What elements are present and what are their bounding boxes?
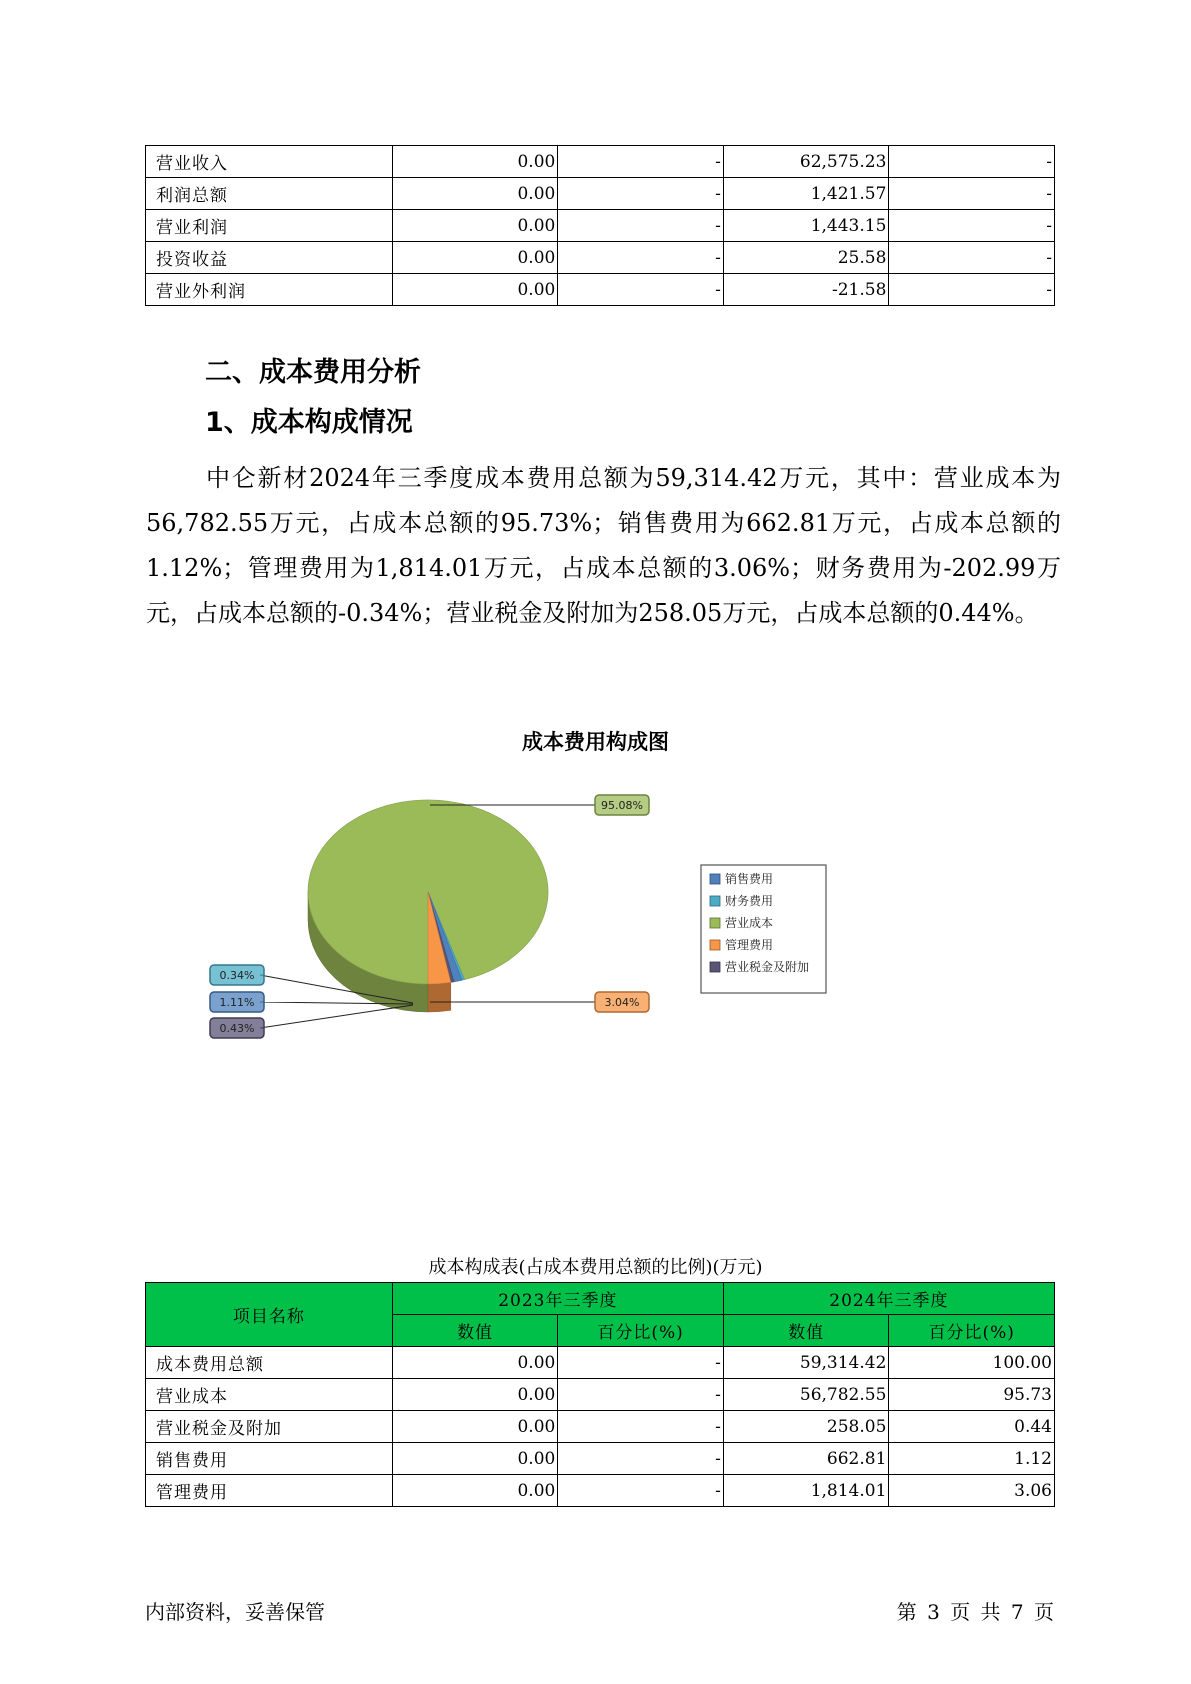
row-name: 营业成本 bbox=[146, 1379, 393, 1411]
legend-swatch bbox=[710, 940, 720, 950]
value-2023: 0.00 bbox=[392, 242, 558, 274]
row-name: 利润总额 bbox=[146, 178, 393, 210]
pct-2023: - bbox=[558, 1347, 724, 1379]
row-name: 营业税金及附加 bbox=[146, 1411, 393, 1443]
value-2024: 1,814.01 bbox=[723, 1475, 889, 1507]
legend-swatch bbox=[710, 874, 720, 884]
pct-2024: - bbox=[889, 274, 1055, 306]
pct-2024: - bbox=[889, 242, 1055, 274]
pct-2023: - bbox=[558, 274, 724, 306]
row-name: 投资收益 bbox=[146, 242, 393, 274]
table-caption: 成本构成表(占成本费用总额的比例)(万元) bbox=[428, 1257, 763, 1278]
legend-entry: 管理费用 bbox=[725, 938, 774, 952]
data-label: 95.08% bbox=[601, 799, 643, 812]
value-2024: 258.05 bbox=[723, 1411, 889, 1443]
table-row bbox=[146, 1379, 1055, 1411]
pct-2023: - bbox=[558, 210, 724, 242]
row-name: 营业收入 bbox=[146, 146, 393, 178]
cost-table bbox=[145, 1282, 1055, 1507]
value-2024: -21.58 bbox=[723, 274, 889, 306]
section-heading: 二、成本费用分析 bbox=[205, 357, 421, 388]
subheader-value-2024: 数值 bbox=[723, 1315, 889, 1347]
value-2024: 62,575.23 bbox=[723, 146, 889, 178]
value-2023: 0.00 bbox=[392, 210, 558, 242]
legend-swatch bbox=[710, 918, 720, 928]
table-row bbox=[146, 1443, 1055, 1475]
table-row bbox=[146, 1475, 1055, 1507]
chart-title: 成本费用构成图 bbox=[522, 730, 669, 754]
pct-2023: - bbox=[558, 242, 724, 274]
value-2024: 56,782.55 bbox=[723, 1379, 889, 1411]
header-2023: 2023年三季度 bbox=[392, 1283, 723, 1315]
table-row bbox=[146, 1347, 1055, 1379]
chart-legend bbox=[701, 865, 826, 993]
value-2023: 0.00 bbox=[392, 1443, 558, 1475]
pct-2023: - bbox=[558, 146, 724, 178]
value-2023: 0.00 bbox=[392, 178, 558, 210]
value-2024: 59,314.42 bbox=[723, 1347, 889, 1379]
data-label: 3.04% bbox=[604, 996, 640, 1009]
value-2024: 1,421.57 bbox=[723, 178, 889, 210]
pie-slice-side bbox=[428, 982, 451, 1012]
row-name: 管理费用 bbox=[146, 1475, 393, 1507]
header-item: 项目名称 bbox=[146, 1283, 393, 1347]
pct-2024: 95.73 bbox=[889, 1379, 1055, 1411]
pct-2024: - bbox=[889, 178, 1055, 210]
row-name: 销售费用 bbox=[146, 1443, 393, 1475]
legend-entry: 营业成本 bbox=[725, 916, 774, 930]
value-2024: 25.58 bbox=[723, 242, 889, 274]
pct-2024: 100.00 bbox=[889, 1347, 1055, 1379]
data-label: 0.43% bbox=[219, 1022, 255, 1035]
pct-2024: - bbox=[889, 210, 1055, 242]
footer-confidential: 内部资料，妥善保管 bbox=[145, 1600, 325, 1624]
sub-heading: 1、成本构成情况 bbox=[205, 407, 413, 438]
pct-2023: - bbox=[558, 1411, 724, 1443]
pct-2024: 0.44 bbox=[889, 1411, 1055, 1443]
legend-entry: 销售费用 bbox=[725, 872, 774, 886]
pie-slices bbox=[308, 800, 548, 1012]
value-2023: 0.00 bbox=[392, 1475, 558, 1507]
data-label: 1.11% bbox=[219, 996, 255, 1009]
row-name: 营业利润 bbox=[146, 210, 393, 242]
data-label: 0.34% bbox=[219, 969, 255, 982]
legend-swatch bbox=[710, 962, 720, 972]
value-2024: 1,443.15 bbox=[723, 210, 889, 242]
value-2024: 662.81 bbox=[723, 1443, 889, 1475]
pct-2024: - bbox=[889, 146, 1055, 178]
value-2023: 0.00 bbox=[392, 1379, 558, 1411]
leader-line bbox=[260, 1005, 413, 1028]
table-row bbox=[146, 1411, 1055, 1443]
row-name: 成本费用总额 bbox=[146, 1347, 393, 1379]
subheader-pct-2023: 百分比(%) bbox=[558, 1315, 724, 1347]
value-2023: 0.00 bbox=[392, 146, 558, 178]
subheader-pct-2024: 百分比(%) bbox=[889, 1315, 1055, 1347]
value-2023: 0.00 bbox=[392, 274, 558, 306]
pct-2024: 1.12 bbox=[889, 1443, 1055, 1475]
pct-2023: - bbox=[558, 1379, 724, 1411]
pct-2023: - bbox=[558, 178, 724, 210]
subheader-value-2023: 数值 bbox=[392, 1315, 558, 1347]
header-2024: 2024年三季度 bbox=[723, 1283, 1054, 1315]
row-name: 营业外利润 bbox=[146, 274, 393, 306]
value-2023: 0.00 bbox=[392, 1411, 558, 1443]
footer-page-number: 第 3 页 共 7 页 bbox=[896, 1600, 1054, 1624]
analysis-paragraph: 中仑新材2024年三季度成本费用总额为59,314.42万元，其中：营业成本为56,782.55万元，占成本总额的95.73%；销售费用为662.81万元，占成本总额的1.12%；管理费用为1,814.01万元，占成本总额的3.06%；财务费用为-202.99万元，占成本总额的-0.34%；营业税金及附加为258.05万元，占成本总额的0.44%。 bbox=[146, 464, 1061, 627]
legend-entry: 营业税金及附加 bbox=[725, 960, 810, 974]
value-2023: 0.00 bbox=[392, 1347, 558, 1379]
pct-2023: - bbox=[558, 1443, 724, 1475]
legend-entry: 财务费用 bbox=[725, 894, 774, 908]
pct-2023: - bbox=[558, 1475, 724, 1507]
table-header-row bbox=[146, 1283, 1055, 1315]
legend-swatch bbox=[710, 896, 720, 906]
pct-2024: 3.06 bbox=[889, 1475, 1055, 1507]
